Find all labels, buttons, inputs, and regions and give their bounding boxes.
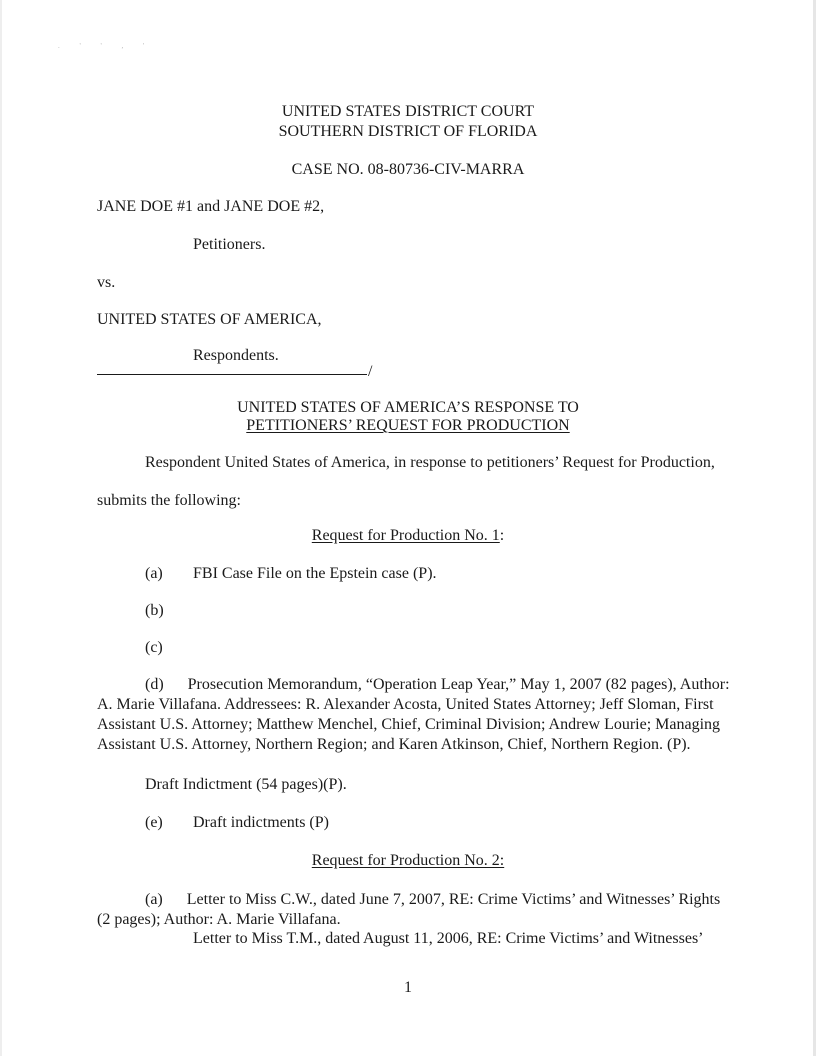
request2-heading-text: Request for Production No. 2: <box>311 852 505 869</box>
r1-draft-indictment: Draft Indictment (54 pages)(P). <box>145 776 347 793</box>
respondents-label: Respondents. <box>193 347 279 364</box>
caption-slash: / <box>368 363 373 380</box>
document-title-line2 <box>0 416 816 436</box>
intro-line2: submits the following: <box>97 492 241 509</box>
request1-heading-text: Request for Production No. 1 <box>311 527 500 544</box>
r1-d-paragraph <box>97 675 737 755</box>
r1-e-text: Draft indictments (P) <box>193 814 329 831</box>
r1-a-text: FBI Case File on the Epstein case (P). <box>193 565 437 582</box>
request1-heading-colon: : <box>499 527 505 544</box>
r1-d-label: (d) <box>145 676 164 693</box>
document-title-line1: UNITED STATES OF AMERICA’S RESPONSE TO <box>237 399 579 416</box>
r1-c-label: (c) <box>145 639 163 656</box>
r1-a-label: (a) <box>145 565 163 582</box>
r2-tm-letter: Letter to Miss T.M., dated August 11, 2006, RE: Crime Victims’ and Witnesses’ <box>193 930 704 947</box>
court-district: SOUTHERN DISTRICT OF FLORIDA <box>278 123 538 140</box>
respondent-name: UNITED STATES OF AMERICA, <box>97 311 322 328</box>
versus: vs. <box>97 274 116 291</box>
r1-e-label: (e) <box>145 814 163 831</box>
scan-specks: . ' ' , ' <box>58 42 154 50</box>
document-title-underlined: PETITIONERS’ REQUEST FOR PRODUCTION <box>246 417 570 434</box>
r2-a-paragraph <box>97 890 737 930</box>
page-number: 1 <box>404 979 412 996</box>
r2-a-text: Letter to Miss C.W., dated June 7, 2007, RE: Crime Victims’ and Witnesses’ Rights (2 pages); Author: A. Marie Villafana. <box>97 891 721 928</box>
r2-a-label: (a) <box>145 891 163 908</box>
request2-heading <box>0 851 816 871</box>
petitioners-label: Petitioners. <box>193 236 266 253</box>
case-number: CASE NO. 08-80736-CIV-MARRA <box>291 161 525 178</box>
request1-heading <box>0 526 816 546</box>
intro-line1: Respondent United States of America, in response to petitioners’ Request for Production, <box>145 454 715 471</box>
caption-rule <box>97 374 367 375</box>
court-name: UNITED STATES DISTRICT COURT <box>281 103 535 120</box>
r1-b-label: (b) <box>145 602 164 619</box>
petitioners-names: JANE DOE #1 and JANE DOE #2, <box>97 198 325 215</box>
r1-d-text: Prosecution Memorandum, “Operation Leap Year,” May 1, 2007 (82 pages), Author: A. Marie Villafana. Addressees: R. Alexander Acosta, United States Attorney; Jeff Sloman, First Assistant U.S. Attorney; Matthew Menchel, Chief, Criminal Division; Andrew Lourie; Managing Assistant U.S. Attorney, Northern Region; and Karen Atkinson, Chief, Northern Region. (P). <box>97 676 730 753</box>
